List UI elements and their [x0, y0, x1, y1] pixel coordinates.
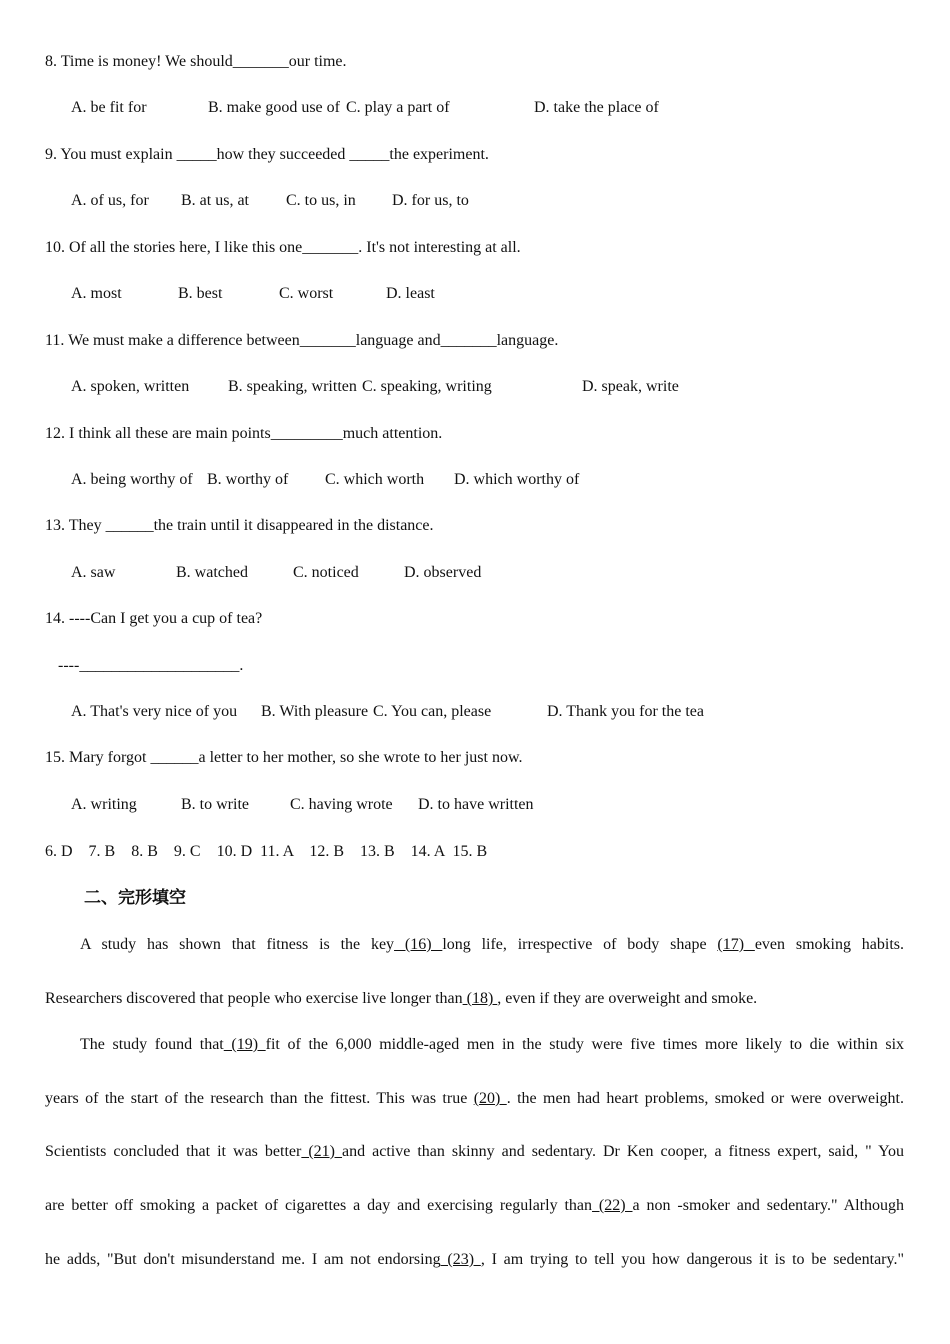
passage-line: are better off smoking a packet of cigarettes a day and exercising regularly than (22) a non -smoker and sedentary." Although [45, 1197, 905, 1214]
blank-23: (23) [440, 1251, 481, 1268]
q10-option-a: A. most [71, 285, 122, 302]
q9-option-b: B. at us, at [181, 192, 249, 209]
q15-option-a: A. writing [71, 796, 137, 813]
q12-option-c: C. which worth [325, 471, 425, 488]
question-13-stem: 13. They ______the train until it disappeared in the distance. [45, 517, 434, 534]
q14-option-b: B. With pleasure [261, 703, 369, 720]
q10-option-d: D. least [386, 285, 435, 302]
passage-line: The study found that (19) fit of the 6,000 middle-aged men in the study were five times more likely to die within six [80, 1036, 905, 1053]
question-10-stem: 10. Of all the stories here, I like this one_______. It's not interesting at all. [45, 239, 521, 256]
passage-line: A study has shown that fitness is the key (16) long life, irrespective of body shape (17) even smoking habits. [80, 936, 904, 953]
q14-option-d: D. Thank you for the tea [547, 703, 704, 720]
question-14-stem: 14. ----Can I get you a cup of tea? [45, 610, 263, 627]
question-15-stem: 15. Mary forgot ______a letter to her mother, so she wrote to her just now. [45, 749, 523, 766]
q8-option-c: C. play a part of [346, 99, 450, 116]
q12-option-a: A. being worthy of [71, 471, 193, 488]
q11-option-d: D. speak, write [582, 378, 679, 395]
answer-key: 6. D 7. B 8. B 9. C 10. D 11. A 12. B 13. B 14. A 15. B [45, 843, 488, 860]
passage-line: he adds, "But don't misunderstand me. I am not endorsing (23) , I am trying to tell you how dangerous it is to be sedentary." [45, 1251, 904, 1268]
q8-option-d: D. take the place of [534, 99, 659, 116]
q13-option-b: B. watched [176, 564, 248, 581]
question-8-stem: 8. Time is money! We should_______our time. [45, 53, 347, 70]
q12-option-d: D. which worthy of [454, 471, 580, 488]
question-11-stem: 11. We must make a difference between_______language and_______language. [45, 332, 559, 349]
q13-option-c: C. noticed [293, 564, 359, 581]
question-9-stem: 9. You must explain _____how they succeeded _____the experiment. [45, 146, 489, 163]
q11-option-b: B. speaking, written [228, 378, 357, 395]
question-12-stem: 12. I think all these are main points_________much attention. [45, 425, 443, 442]
q14-option-a: A. That's very nice of you [71, 703, 238, 720]
blank-22: (22) [592, 1197, 633, 1214]
blank-20: (20) [473, 1090, 507, 1107]
q8-option-b: B. make good use of [208, 99, 340, 116]
q12-option-b: B. worthy of [207, 471, 289, 488]
blank-21: (21) [301, 1143, 343, 1160]
section-title: 二、完形填空 [84, 888, 186, 908]
q14-option-c: C. You can, please [373, 703, 492, 720]
blank-16: (16) [394, 936, 443, 953]
question-14-response-blank: ----____________________. [58, 657, 244, 674]
q13-option-d: D. observed [404, 564, 482, 581]
blank-18: (18) [462, 990, 498, 1007]
q11-option-c: C. speaking, writing [362, 378, 492, 395]
q9-option-a: A. of us, for [71, 192, 149, 209]
q13-option-a: A. saw [71, 564, 116, 581]
q15-option-c: C. having wrote [290, 796, 393, 813]
q8-option-a: A. be fit for [71, 99, 147, 116]
q9-option-c: C. to us, in [286, 192, 356, 209]
q15-option-d: D. to have written [418, 796, 534, 813]
passage-line: years of the start of the research than the fittest. This was true (20) . the men had heart problems, smoked or were overweight. [45, 1090, 905, 1107]
q11-option-a: A. spoken, written [71, 378, 190, 395]
passage-line: Researchers discovered that people who exercise live longer than (18) , even if they are overweight and smoke. [45, 990, 758, 1007]
passage-line: Scientists concluded that it was better (21) and active than skinny and sedentary. Dr Ken cooper, a fitness expert, said, " You [45, 1143, 905, 1160]
q10-option-b: B. best [178, 285, 223, 302]
blank-17: (17) [717, 936, 755, 953]
q15-option-b: B. to write [181, 796, 249, 813]
blank-19: (19) [223, 1036, 266, 1053]
q9-option-d: D. for us, to [392, 192, 469, 209]
q10-option-c: C. worst [279, 285, 334, 302]
